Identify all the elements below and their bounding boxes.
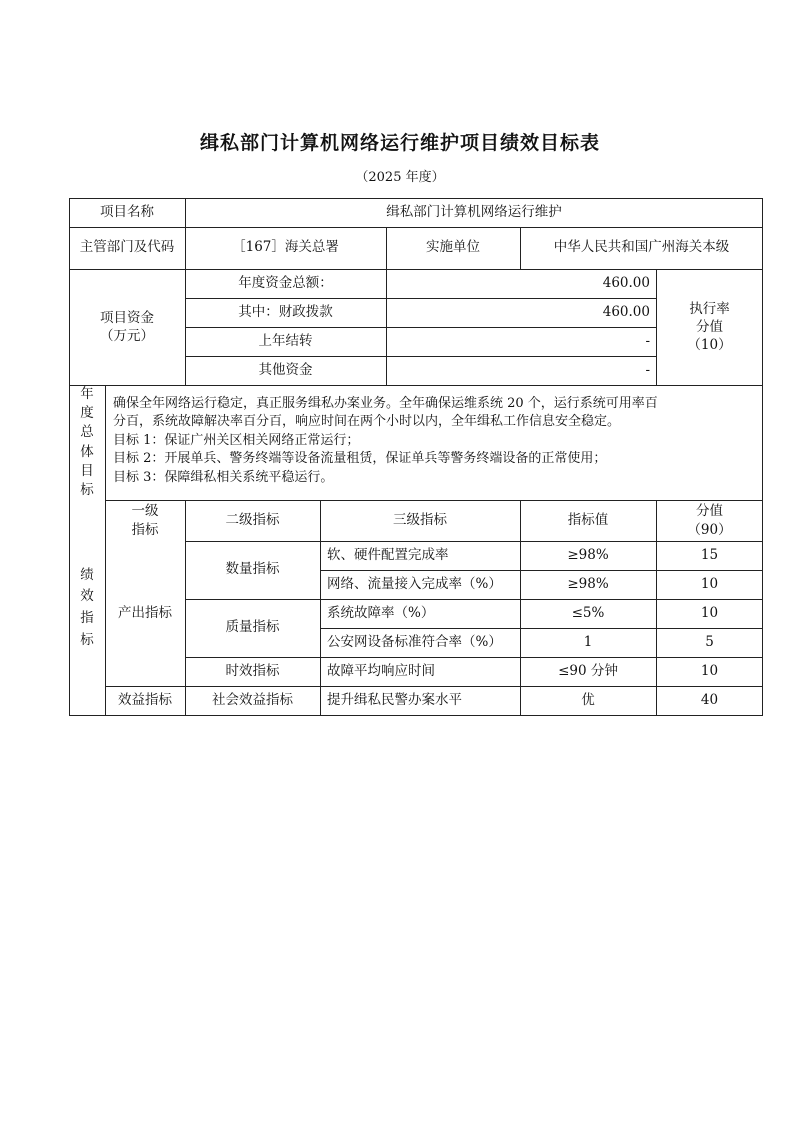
header-level2: 二级指标 (225, 511, 280, 528)
funds-total-value: 460.00 (602, 274, 650, 291)
year-label: （2025 年度） (355, 170, 445, 185)
table-row-target: ≥98% (567, 575, 609, 592)
table-row-score: 10 (700, 604, 719, 621)
page-title: 缉私部门计算机网络运行维护项目绩效目标表 (199, 132, 600, 154)
project-name-value: 缉私部门计算机网络运行维护 (386, 203, 562, 220)
table-row-target: ≥98% (567, 546, 609, 563)
performance-label: 绩 效 指 标 (80, 566, 94, 648)
table-row-target: 优 (581, 692, 595, 709)
project-name-label: 项目名称 (100, 203, 154, 220)
header-level1: 一级 指标 (131, 503, 159, 538)
header-target: 指标值 (567, 511, 609, 528)
table-row-target: ≤90 分钟 (558, 662, 618, 679)
benefit-indicator-label: 效益指标 (118, 692, 172, 709)
annual-goal-text: 确保全年网络运行稳定，真正服务缉私办案业务。全年确保运维系统 20 个，运行系统可用率百 分百，系统故障解决率百分百，响应时间在两个小时以内，全年缉私工作信息安全稳定。 目标 1：保证广州关区相关网络正常运行； 目标 2：开展单兵、警务终端等设备流量租赁，保证单兵等警务终端设备的正常使用； 目标 3：保障缉私相关系统平稳运行。 (113, 396, 658, 485)
table-row-score: 10 (700, 662, 719, 679)
dept-value: ［167］海关总署 (232, 239, 339, 256)
exec-rate-score: 执行率 分值 （10） (687, 300, 732, 354)
funds-fiscal-label: 其中：财政拨款 (238, 303, 333, 320)
funds-other-value: - (645, 361, 650, 378)
funds-total-label: 年度资金总额： (238, 274, 333, 291)
table-row-indicator: 软、硬件配置完成率 (327, 546, 449, 563)
funds-carryover-label: 上年结转 (258, 332, 313, 349)
table-row-indicator: 故障平均响应时间 (327, 662, 435, 679)
funds-fiscal-value: 460.00 (602, 303, 650, 320)
dept-label: 主管部门及代码 (79, 239, 175, 256)
quantity-indicator-label: 数量指标 (225, 561, 280, 578)
table-row-indicator: 网络、流量接入完成率（%） (327, 575, 502, 592)
funds-carryover-value: - (645, 332, 650, 349)
table-row-score: 15 (700, 546, 719, 563)
funds-other-label: 其他资金 (258, 361, 313, 378)
table-row-score: 40 (700, 692, 719, 709)
table-row-indicator: 系统故障率（%） (327, 604, 435, 621)
table-row-indicator: 公安网设备标准符合率（%） (327, 633, 502, 650)
output-indicator-label: 产出指标 (118, 604, 172, 621)
quality-indicator-label: 质量指标 (225, 619, 280, 636)
timeliness-indicator-label: 时效指标 (225, 662, 280, 679)
table-row-indicator: 提升缉私民警办案水平 (327, 692, 462, 709)
social-benefit-label: 社会效益指标 (212, 692, 293, 709)
funds-label: 项目资金 （万元） (100, 309, 154, 344)
impl-value: 中华人民共和国广州海关本级 (553, 239, 730, 256)
header-level3: 三级指标 (393, 511, 447, 528)
header-score: 分值 （90） (687, 503, 732, 538)
table-row-score: 10 (700, 575, 719, 592)
table-row-target: 1 (583, 633, 593, 650)
table-row-target: ≤5% (571, 604, 605, 621)
table-row-score: 5 (705, 633, 714, 650)
annual-goal-label: 年 度 总 体 目 标 (80, 386, 94, 498)
impl-label: 实施单位 (426, 239, 480, 256)
